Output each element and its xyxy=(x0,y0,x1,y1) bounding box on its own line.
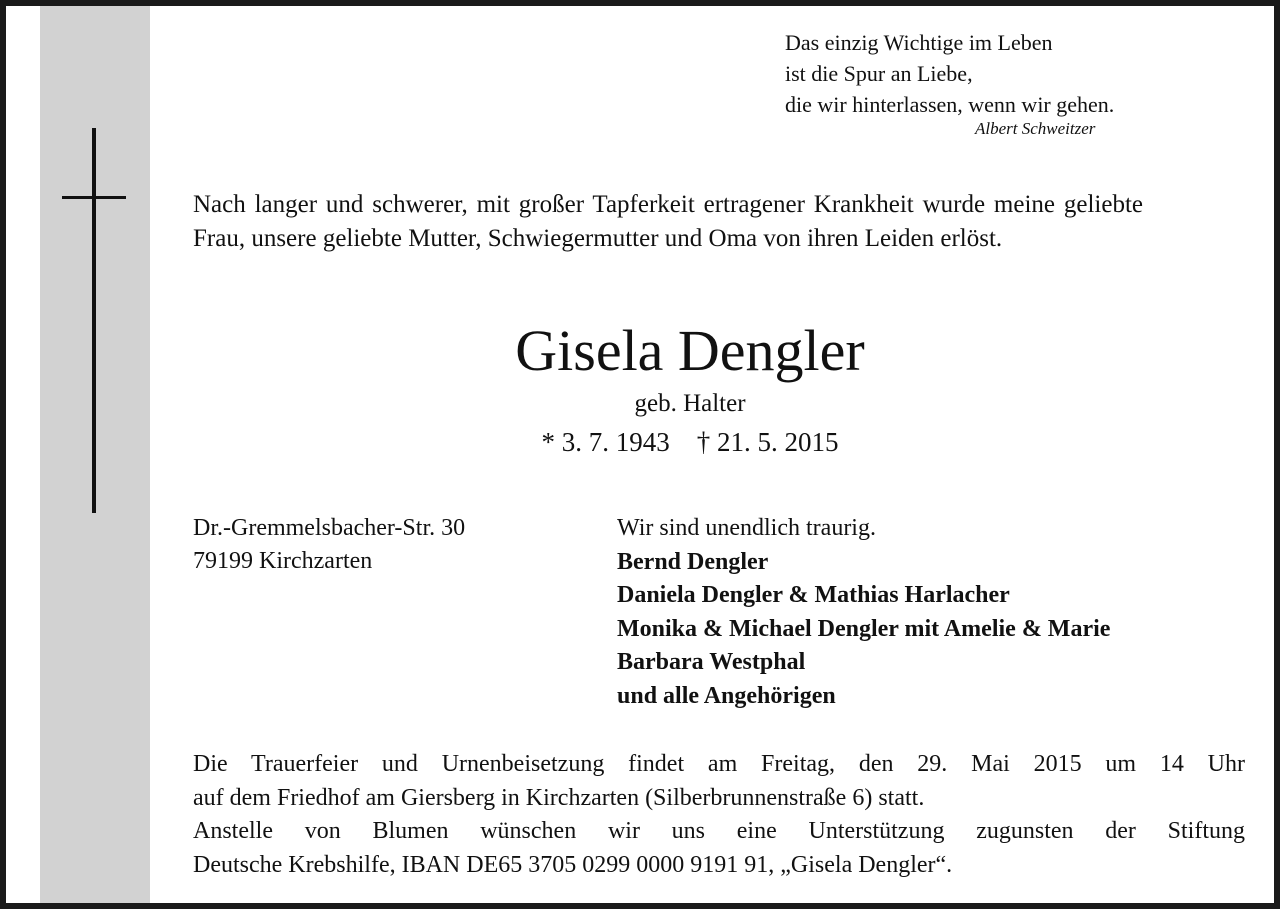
mourners-intro: Wir sind unendlich traurig. xyxy=(617,515,876,541)
quote-author: Albert Schweitzer xyxy=(975,119,1096,138)
closing-line: Die Trauerfeier und Urnenbeisetzung findet am Freitag, den 29. Mai 2015 um 14 Uhr xyxy=(193,751,1245,777)
closing-line: Deutsche Krebshilfe, IBAN DE65 3705 0299 0000 9191 91, „Gisela Dengler“. xyxy=(193,851,953,878)
quote-line: die wir hinterlassen, wenn wir gehen. xyxy=(785,92,1115,117)
life-dates: * 3. 7. 1943 † 21. 5. 2015 xyxy=(541,427,839,457)
closing-text xyxy=(193,748,1245,882)
quote xyxy=(785,27,1245,120)
deceased-name: Gisela Dengler xyxy=(515,318,865,383)
closing-line: auf dem Friedhof am Giersberg in Kirchzarten (Silberbrunnenstraße 6) statt. xyxy=(193,784,925,811)
cross-icon-bar xyxy=(62,196,126,199)
mourner-name: Daniela Dengler & Mathias Harlacher xyxy=(617,582,1010,608)
address-street: Dr.-Gremmelsbacher-Str. 30 xyxy=(193,515,466,541)
address-city: 79199 Kirchzarten xyxy=(193,548,373,574)
closing-line: Anstelle von Blumen wünschen wir uns eine Unterstützung zugunsten der Stiftung xyxy=(193,818,1245,844)
mourner-name: und alle Angehörigen xyxy=(617,682,836,709)
address xyxy=(193,512,465,578)
mourner-name: Monika & Michael Dengler mit Amelie & Marie xyxy=(617,615,1111,642)
quote-line: Das einzig Wichtige im Leben xyxy=(785,30,1053,55)
intro-text: Nach langer und schwerer, mit großer Tapferkeit ertragener Krankheit wurde meine geliebte Frau, unsere geliebte Mutter, Schwiegermutter und Oma von ihren Leiden erlöst. xyxy=(193,191,1143,252)
mourners xyxy=(617,512,1110,713)
mourner-name: Bernd Dengler xyxy=(617,548,769,575)
quote-line: ist die Spur an Liebe, xyxy=(785,61,973,86)
mourner-name: Barbara Westphal xyxy=(617,649,806,675)
maiden-name: geb. Halter xyxy=(634,390,746,417)
